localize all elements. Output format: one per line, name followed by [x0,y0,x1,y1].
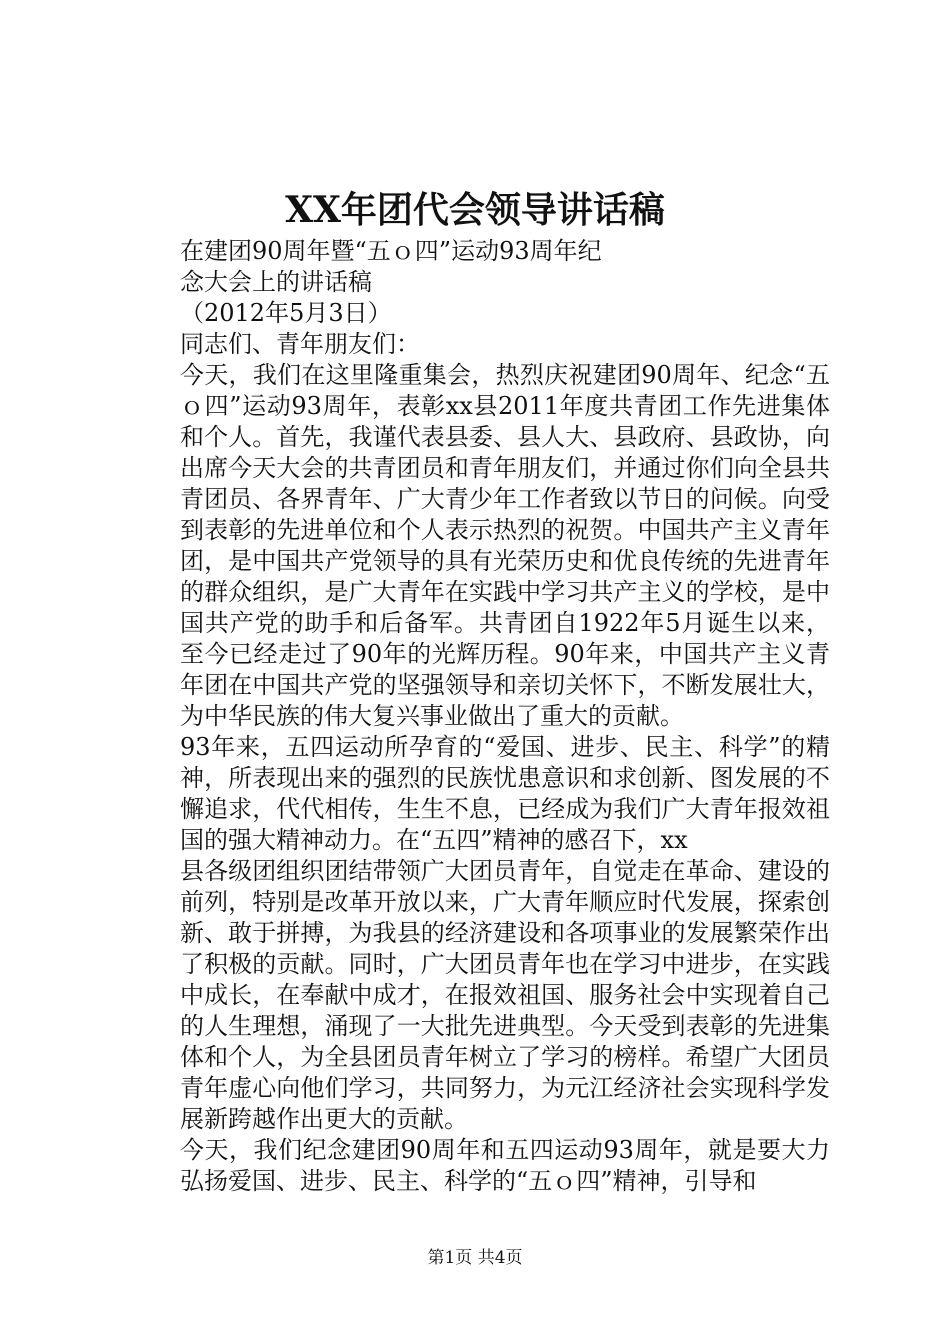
subtitle-line-2: 念大会上的讲话稿 [180,268,372,296]
salutation: 同志们、青年朋友们： [180,330,420,358]
paragraph-2: 93年来，五四运动所孕育的“爱国、进步、民主、科学”的精神，所表现出来的强烈的民族忧患意识和求创新、图发展的不懈追求，代代相传，生生不息，已经成为我们广大青年报效祖国的强大精神动力。在“五四”精神的感召下，xx [180,733,830,854]
document-title: XX年团代会领导讲话稿 [285,189,665,231]
document-body [130,236,830,1197]
paragraph-1: 今天，我们在这里隆重集会，热烈庆祝建团90周年、纪念“五ｏ四”运动93周年，表彰xx县2011年度共青团工作先进集体和个人。首先，我谨代表县委、县人大、县政府、县政协，向出席今天大会的共青团员和青年朋友们，并通过你们向全县共青团员、各界青年、广大青少年工作者致以节日的问候。向受到表彰的先进单位和个人表示热烈的祝贺。中国共产主义青年团，是中国共产党领导的具有光荣历史和优良传统的先进青年的群众组织，是广大青年在实践中学习共产主义的学校，是中国共产党的助手和后备军。共青团自1922年5月诞生以来，至今已经走过了90年的光辉历程。90年来，中国共产主义青年团在中国共产党的坚强领导和亲切关怀下，不断发展壮大，为中华民族的伟大复兴事业做出了重大的贡献。 [180,361,830,730]
subtitle-line-1: 在建团90周年暨“五ｏ四”运动93周年纪 [180,237,602,265]
paragraph-3: 县各级团组织团结带领广大团员青年，自觉走在革命、建设的前列，特别是改革开放以来，广大青年顺应时代发展，探索创新、敢于拼搏，为我县的经济建设和各项事业的发展繁荣作出了积极的贡献。同时，广大团员青年也在学习中进步，在实践中成长，在奉献中成才，在报效祖国、服务社会中实现着自己的人生理想，涌现了一大批先进典型。今天受到表彰的先进集体和个人，为全县团员青年树立了学习的榜样。希望广大团员青年虚心向他们学习，共同努力，为元江经济社会实现科学发展新跨越作出更大的贡献。 [180,857,830,1133]
speech-date: （2012年5月3日） [180,299,392,327]
page-footer: 第1页 共4页 [427,1248,523,1268]
paragraph-4: 今天，我们纪念建团90周年和五四运动93周年，就是要大力弘扬爱国、进步、民主、科学的“五ｏ四”精神，引导和 [180,1136,830,1195]
